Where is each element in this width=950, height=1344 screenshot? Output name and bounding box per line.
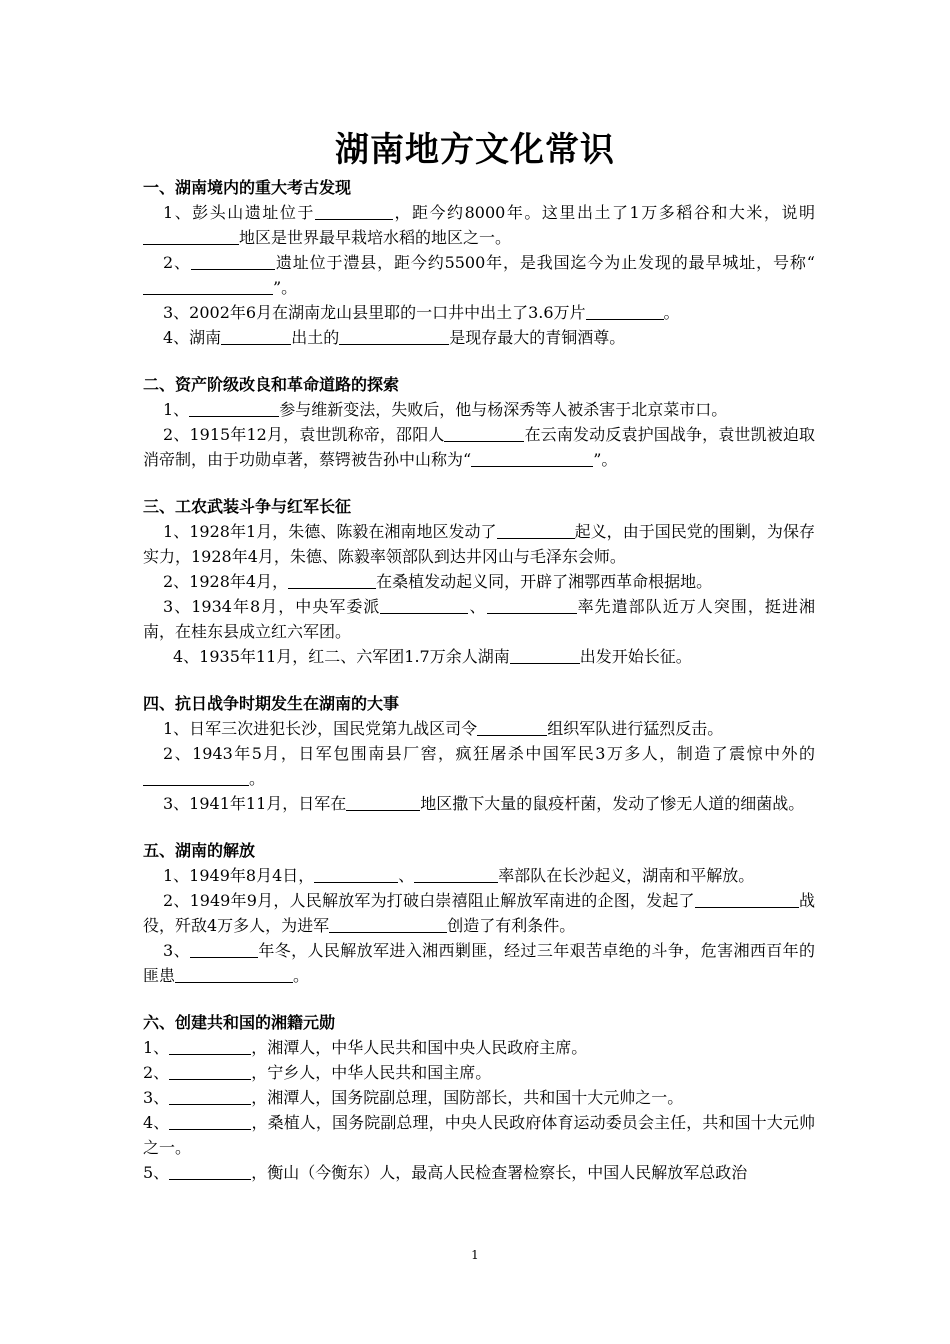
question-text: 4、湖南 — [163, 328, 222, 347]
question-text: 2、1949年9月，人民解放军为打破白崇禧阻止解放军南进的企图，发起了 — [163, 891, 695, 910]
question-text: 2、 — [143, 1063, 170, 1082]
section-heading: 五、湖南的解放 — [143, 841, 256, 860]
section-heading: 三、工农武装斗争与红军长征 — [143, 497, 352, 516]
section-heading: 二、资产阶级改良和革命道路的探索 — [143, 375, 400, 394]
question-item — [143, 569, 815, 594]
question-item — [143, 300, 815, 325]
fill-blank[interactable] — [169, 1161, 251, 1180]
fill-blank[interactable] — [314, 864, 398, 883]
question-text: 2、1943年5月，日军包围南县厂窖，疯狂屠杀中国军民3万多人，制造了震惊中外的 — [163, 744, 815, 763]
question-text: 是现存最大的青铜酒尊。 — [449, 328, 626, 347]
question-text: 3、 — [163, 941, 190, 960]
question-text: 地区撒下大量的鼠疫杆菌，发动了惨无人道的细菌战。 — [420, 794, 805, 813]
question-text: ，距今约8000年。这里出土了1万多稻谷和大米，说明 — [392, 203, 815, 222]
fill-blank[interactable] — [586, 301, 664, 320]
question-item — [143, 519, 815, 569]
section-founding-leaders — [143, 1011, 815, 1185]
question-text: 参与维新变法，失败后，他与杨深秀等人被杀害于北京菜市口。 — [279, 400, 728, 419]
fill-blank[interactable] — [143, 226, 239, 245]
question-item — [143, 791, 815, 816]
document-body — [143, 176, 815, 1185]
question-text: 5、 — [143, 1163, 170, 1182]
fill-blank[interactable] — [471, 448, 593, 467]
question-text: ，湘潭人，中华人民共和国中央人民政府主席。 — [251, 1038, 588, 1057]
section-reform-revolution — [143, 373, 815, 472]
fill-blank[interactable] — [414, 864, 498, 883]
fill-blank[interactable] — [169, 1086, 251, 1105]
question-text: ，桑植人，国务院副总理，中央人民政府体育运动委员会主任，共和国十大元帅之一。 — [143, 1113, 815, 1157]
question-text: 出发开始长征。 — [579, 647, 692, 666]
section-red-army — [143, 495, 815, 669]
question-text: 1、1949年8月4日， — [163, 866, 315, 885]
question-text: 2、1915年12月，袁世凯称帝，邵阳人 — [163, 425, 445, 444]
fill-blank[interactable] — [143, 276, 273, 295]
question-item — [143, 422, 815, 472]
fill-blank[interactable] — [444, 423, 524, 442]
question-item — [143, 250, 815, 300]
question-item — [143, 1035, 815, 1060]
question-item — [143, 1160, 815, 1185]
question-text: 组织军队进行猛烈反击。 — [547, 719, 724, 738]
question-text: 率部队在长沙起义，湖南和平解放。 — [498, 866, 755, 885]
fill-blank[interactable] — [175, 964, 293, 983]
question-text: 1、 — [143, 1038, 170, 1057]
section-archaeology — [143, 176, 815, 350]
question-item — [143, 1085, 815, 1110]
fill-blank[interactable] — [339, 326, 449, 345]
fill-blank[interactable] — [169, 1111, 251, 1130]
question-item — [143, 1060, 815, 1085]
question-text: 在云南发动反袁护国战争，袁世凯被迫取消帝制，由于功勋卓著，蔡锷被告孙中山称为“ — [143, 425, 815, 469]
fill-blank[interactable] — [695, 889, 799, 908]
fill-blank[interactable] — [329, 914, 447, 933]
question-item — [143, 397, 815, 422]
question-text: ，宁乡人，中华人民共和国主席。 — [251, 1063, 492, 1082]
fill-blank[interactable] — [346, 792, 420, 811]
question-text: 率先遣部队近万人突围，挺进湘南，在桂东县成立红六军团。 — [143, 597, 815, 641]
fill-blank[interactable] — [143, 767, 249, 786]
question-item — [143, 1110, 815, 1160]
question-item — [143, 938, 815, 988]
question-text: 年冬，人民解放军进入湘西剿匪，经过三年艰苦卓绝的斗争，危害湘西百年的匪患 — [143, 941, 815, 985]
section-liberation — [143, 839, 815, 988]
question-text: 。 — [293, 966, 310, 985]
question-text: 地区是世界最早栽培水稻的地区之一。 — [239, 228, 512, 247]
question-text: 。 — [249, 769, 266, 788]
fill-blank[interactable] — [191, 251, 275, 270]
question-text: 3、1934年8月，中央军委派 — [163, 597, 381, 616]
question-text: 3、1941年11月，日军在 — [163, 794, 347, 813]
question-text: 4、 — [143, 1113, 170, 1132]
question-text: 1、1928年1月，朱德、陈毅在湘南地区发动了 — [163, 522, 497, 541]
section-heading: 一、湖南境内的重大考古发现 — [143, 178, 352, 197]
question-text: 3、 — [143, 1088, 170, 1107]
question-item — [143, 644, 815, 669]
question-text: 遗址位于澧县，距今约5500年，是我国迄今为止发现的最早城址，号称“ — [274, 253, 815, 272]
question-text: 2、 — [163, 253, 191, 272]
document-title: 湖南地方文化常识 — [335, 130, 615, 170]
question-text: 创造了有利条件。 — [447, 916, 576, 935]
question-text: 2、1928年4月， — [163, 572, 289, 591]
question-text: 1、日军三次进犯长沙，国民党第九战区司令 — [163, 719, 478, 738]
question-item — [143, 325, 815, 350]
question-item — [143, 888, 815, 938]
fill-blank[interactable] — [190, 939, 258, 958]
question-item — [143, 200, 815, 250]
question-text: 在桑植发动起义同，开辟了湘鄂西革命根据地。 — [376, 572, 713, 591]
question-text: 4、1935年11月，红二、六军团1.7万余人湖南 — [173, 647, 510, 666]
question-text: 、 — [398, 866, 415, 885]
question-text: 出土的 — [291, 328, 340, 347]
section-heading: 四、抗日战争时期发生在湖南的大事 — [143, 694, 400, 713]
question-text: 1、 — [163, 400, 190, 419]
fill-blank[interactable] — [487, 595, 577, 614]
question-text: ，衡山（今衡东）人，最高人民检查署检察长，中国人民解放军总政治 — [251, 1163, 748, 1182]
question-text: ”。 — [593, 450, 618, 469]
page-number: 1 — [471, 1248, 479, 1262]
question-text: ，湘潭人，国务院副总理，国防部长，共和国十大元帅之一。 — [251, 1088, 684, 1107]
question-item — [143, 716, 815, 741]
question-text: ”。 — [273, 278, 298, 297]
fill-blank[interactable] — [477, 717, 547, 736]
question-text: 1、彭头山遗址位于 — [163, 203, 315, 222]
fill-blank[interactable] — [380, 595, 468, 614]
question-text: 3、2002年6月在湖南龙山县里耶的一口井中出土了3.6万片 — [163, 303, 586, 322]
fill-blank[interactable] — [189, 398, 279, 417]
question-text: 、 — [468, 597, 487, 616]
question-text: 战役，歼敌4万多人，为进军 — [143, 891, 815, 935]
question-item — [143, 863, 815, 888]
fill-blank[interactable] — [288, 570, 376, 589]
section-heading: 六、创建共和国的湘籍元勋 — [143, 1013, 336, 1032]
fill-blank[interactable] — [169, 1036, 251, 1055]
question-text: 起义，由于国民党的围剿，为保存实力，1928年4月，朱德、陈毅率领部队到达井冈山与毛泽东会师。 — [143, 522, 815, 566]
fill-blank[interactable] — [315, 201, 393, 220]
question-item — [143, 594, 815, 644]
fill-blank[interactable] — [497, 520, 575, 539]
question-item — [143, 741, 815, 791]
fill-blank[interactable] — [221, 326, 291, 345]
question-text: 。 — [663, 303, 680, 322]
fill-blank[interactable] — [510, 645, 580, 664]
section-anti-japanese-war — [143, 692, 815, 816]
fill-blank[interactable] — [169, 1061, 251, 1080]
